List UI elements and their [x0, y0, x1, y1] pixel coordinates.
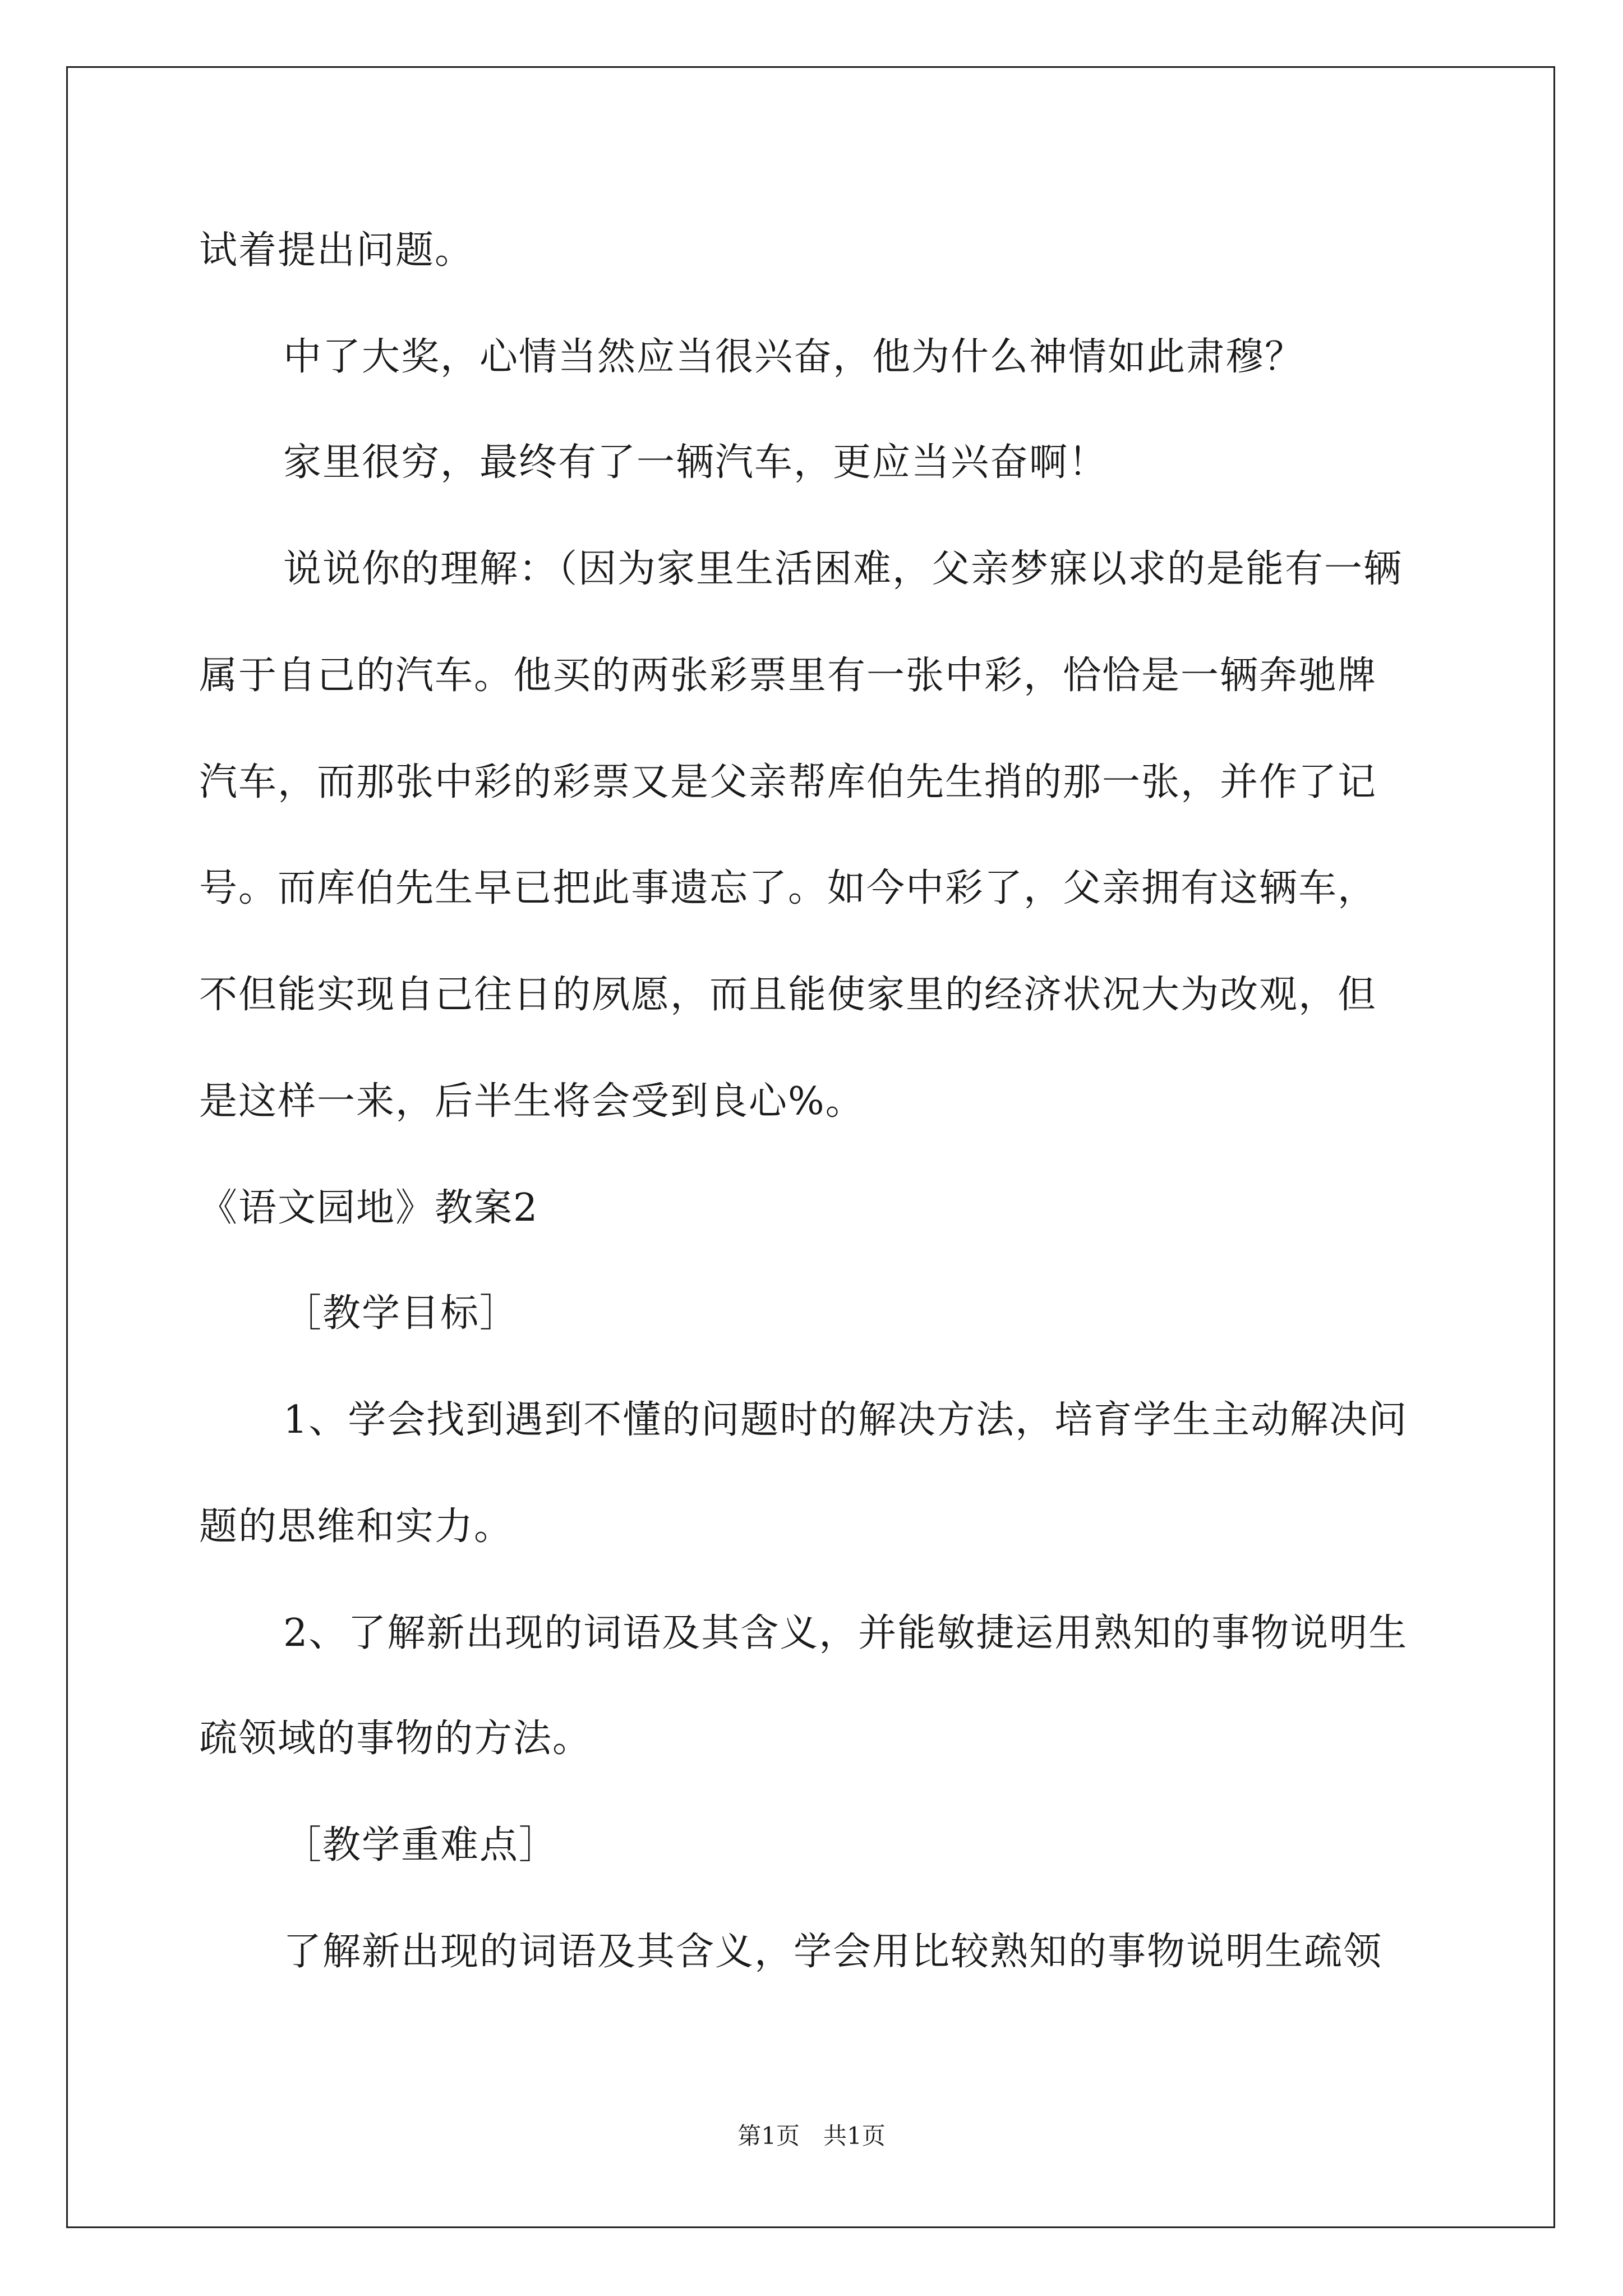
goal-item-1-cont: 题的思维和实力。	[199, 1504, 514, 1549]
text-line-8: 不但能实现自己往日的夙愿，而且能使家里的经济状况大为改观，但	[199, 973, 1377, 1017]
text-line-7: 号。而库伯先生早已把此事遗忘了。如今中彩了，父亲拥有这辆车，	[199, 866, 1377, 910]
text-line-2: 中了大奖，心情当然应当很兴奋，他为什么神情如此肃穆？	[283, 335, 1304, 379]
goal-item-2-cont: 疏领域的事物的方法。	[199, 1717, 592, 1761]
text-line-6: 汽车，而那张中彩的彩票又是父亲帮库伯先生捎的那一张，并作了记	[199, 760, 1377, 804]
goal-item-1: 1、学会找到遇到不懂的问题时的解决方法，培育学生主动解决问	[283, 1398, 1408, 1442]
text-line-9: 是这样一来，后半生将会受到良心%。	[199, 1079, 865, 1124]
text-line-4: 说说你的理解：（因为家里生活困难，父亲梦寐以求的是能有一辆	[283, 547, 1403, 591]
key-points-text: 了解新出现的词语及其含义，学会用比较熟知的事物说明生疏领	[283, 1930, 1383, 1974]
goal-item-2: 2、了解新出现的词语及其含义，并能敏捷运用熟知的事物说明生	[283, 1611, 1408, 1655]
text-line-5: 属于自己的汽车。他买的两张彩票里有一张中彩，恰恰是一辆奔驰牌	[199, 654, 1377, 698]
text-line-1: 试着提出问题。	[199, 228, 474, 273]
subheading-key-points: ［教学重难点］	[283, 1823, 559, 1867]
page-footer: 第1页 共1页	[737, 2122, 886, 2150]
subheading-teaching-goals: ［教学目标］	[283, 1291, 519, 1336]
section-heading: 《语文园地》教案2	[199, 1186, 539, 1230]
text-line-3: 家里很穷，最终有了一辆汽车，更应当兴奋啊！	[283, 440, 1108, 485]
